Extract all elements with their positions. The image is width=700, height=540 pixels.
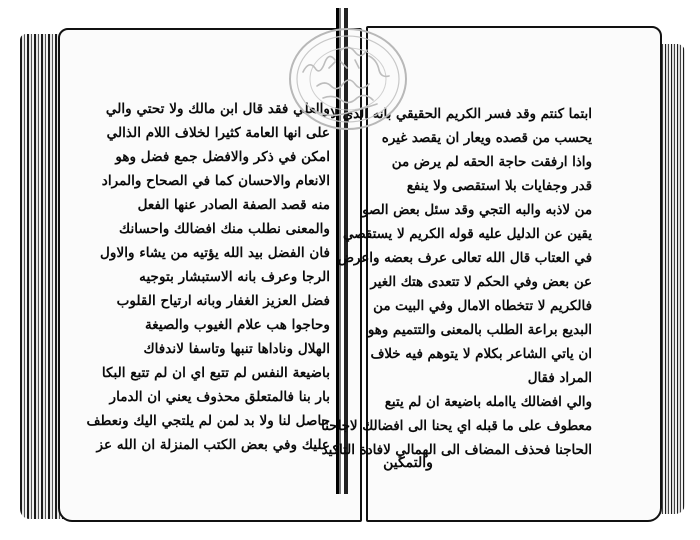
text-line: حاصل لنا ولا بد لمن لم يلتجي اليك ونعطف xyxy=(86,413,330,429)
text-line: في العتاب قال الله تعالى عرف بعضه واعرض xyxy=(337,250,592,266)
text-line: وحاجوا هب علام الغيوب والصيغة xyxy=(144,317,330,333)
closing-word: والتمكين xyxy=(383,455,433,471)
text-line: الانعام والاحسان كما في الصحاح والمراد xyxy=(101,173,330,189)
text-line: والمعنى نطلب منك افضالك واحسانك xyxy=(119,221,330,237)
text-line: من لاذبه والبه التجي وقد سئل بعض الصو xyxy=(362,202,592,218)
right-page-text xyxy=(321,102,592,462)
text-line: المراد فقال xyxy=(527,370,592,386)
text-line: عن بعض وفي الحكم لا تتعدى هتك الغير xyxy=(370,274,592,290)
text-line: واذا ارفقت حاجة الحقه لم يرض من xyxy=(391,154,592,170)
text-line: ابتما كنتم وقد فسر الكريم الحقيقي بانه الذي لا xyxy=(330,106,592,122)
text-line: الحاجنا فحذف المضاف الى الهمالي لافادة التاكيد xyxy=(321,442,592,458)
text-line: باضيعة النفس لم تتبع اي ان لم تتبع البكا xyxy=(101,365,330,381)
text-line: فالكريم لا تتخطاه الامال وفي البيت من xyxy=(373,298,592,314)
text-line: الرجا وعرف بانه الاستبشار بتوجيه xyxy=(139,269,330,285)
text-line: امكن في ذكر والافضل جمع فضل وهو xyxy=(115,149,330,165)
text-line: البديع براعة الطلب بالمعنى والتتميم وهو xyxy=(367,322,592,338)
text-line: بار بنا فالمتعلق محذوف يعني ان الدمار xyxy=(109,389,330,405)
text-line: والي افضالك ياامله باضيعة ان لم يتبع xyxy=(384,394,592,410)
text-line: يحسب من قصده ويعار ان يقصد غيره xyxy=(381,130,592,146)
text-line: يقين عن الدليل عليه قوله الكريم لا يستقصي xyxy=(343,226,592,242)
text-line: ان ياتي الشاعر بكلام لا يتوهم فيه خلاف xyxy=(370,346,592,362)
text-line: قدر وجفايات بلا استقصى ولا ينفع xyxy=(406,178,592,194)
library-seal-stamp xyxy=(283,22,413,137)
left-page-text xyxy=(86,97,330,457)
text-line: والعلي فقد قال ابن مالك ولا تحتي والي xyxy=(105,101,330,117)
text-line: الهلال وناداها تنبها وتاسفا لاندفاك xyxy=(143,341,330,357)
text-line: فان الفضل بيد الله يؤتيه من يشاء والاول xyxy=(100,245,330,261)
text-line: على انها العامة كثيرا لخلاف اللام الذالي xyxy=(106,125,330,141)
text-line: فضل العزيز الغفار وبانه ارتياح القلوب xyxy=(116,293,330,309)
text-line: عليك وفي بعض الكتب المنزلة ان الله عز xyxy=(96,437,330,453)
text-line: منه قصد الصفة الصادر عنها الفعل xyxy=(137,197,330,213)
text-line: معطوف على ما قبله اي يحنا الى افضالك لاجاحنا xyxy=(321,418,592,434)
